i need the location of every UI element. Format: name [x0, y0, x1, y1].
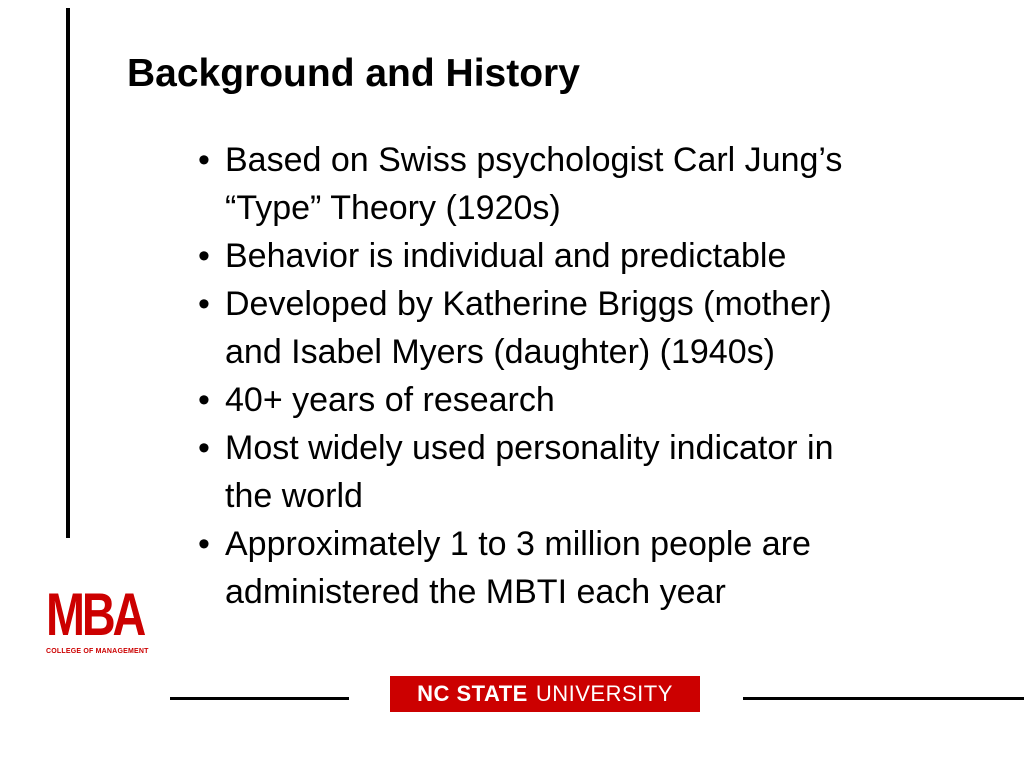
footer-rule-left [170, 697, 349, 700]
bullet-dot: • [198, 381, 210, 419]
bullet-dot: • [198, 429, 210, 467]
footer-rule-right [743, 697, 1024, 700]
nc-state-wordmark: NC STATE [417, 681, 528, 706]
bullet-item [198, 520, 998, 616]
bullet-text: Behavior is individual and predictable [225, 237, 787, 275]
bullet-dot: • [198, 525, 210, 563]
bullet-item [198, 424, 998, 520]
university-wordmark: UNIVERSITY [535, 681, 673, 706]
mba-logo-word: MBA [46, 581, 144, 648]
left-vertical-rule [66, 8, 70, 538]
bullet-text: Developed by Katherine Briggs (mother) and Isabel Myers (daughter) (1940s) [225, 285, 832, 371]
bullet-item [198, 376, 998, 424]
bullet-list [198, 136, 998, 616]
bullet-text: Most widely used personality indicator in the world [225, 429, 834, 515]
bullet-dot: • [198, 237, 210, 275]
bullet-text: Approximately 1 to 3 million people are administered the MBTI each year [225, 525, 811, 611]
slide-title: Background and History [127, 52, 580, 95]
bullet-dot: • [198, 285, 210, 323]
mba-logo-subtitle: COLLEGE OF MANAGEMENT [46, 648, 149, 655]
bullet-item [198, 136, 998, 232]
bullet-text: 40+ years of research [225, 381, 555, 419]
nc-state-university-logo [390, 676, 700, 712]
mba-logo [46, 581, 156, 660]
bullet-item [198, 280, 998, 376]
bullet-text: Based on Swiss psychologist Carl Jung’s “Type” Theory (1920s) [225, 141, 843, 227]
bullet-dot: • [198, 141, 210, 179]
bullet-item [198, 232, 998, 280]
